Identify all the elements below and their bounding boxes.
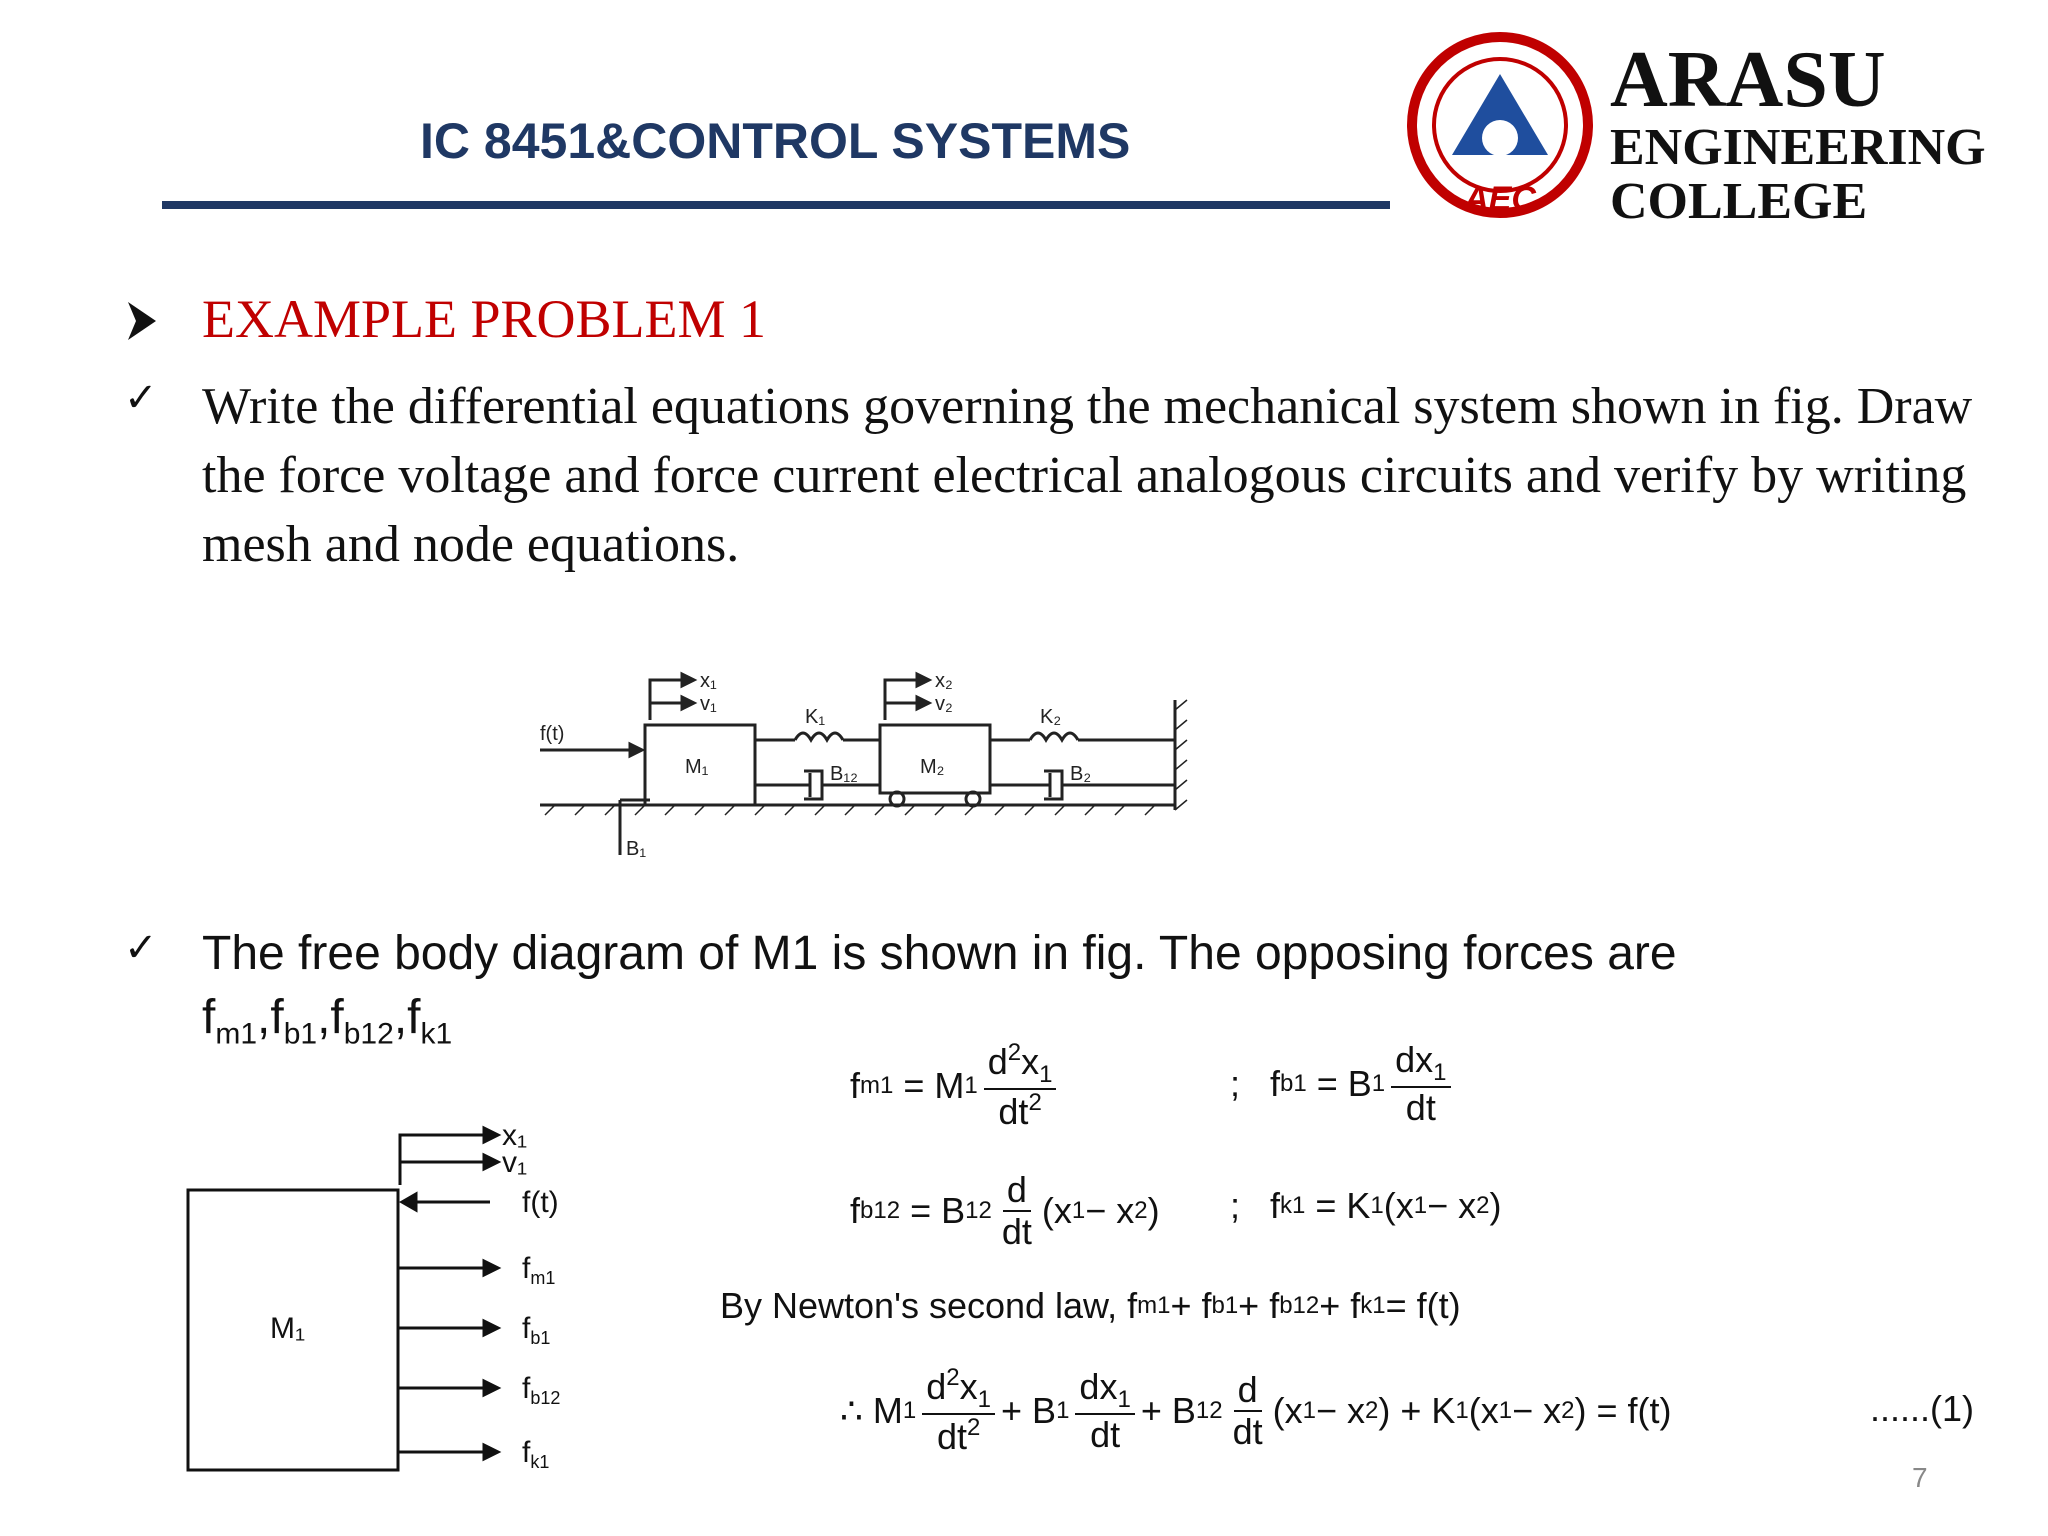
equation-reference: ......(1) [1870,1388,1975,1429]
college-logo [1400,30,1600,220]
svg-text:x₁: x₁ [502,1119,528,1152]
mechanical-system-diagram [290,615,1230,885]
label-v2: v₂ [935,693,953,715]
equation-newton: By Newton's second law, f m1 + f b1 + f b12 + f k1 = f(t) [720,1285,1461,1326]
label-ft: f(t) [540,723,565,745]
check-bullet-icon: ✓ [124,375,158,420]
equation-fb1: ; f b1 = B 1 $\frac{dx_1}{dt}$ [1230,1040,1457,1128]
label-k1: K₁ [805,706,826,728]
svg-text:v₁: v₁ [502,1146,528,1179]
equation-fm1: f m1 = M 1 $\frac{d^2x_1}{dt^2}$ [850,1040,1062,1132]
free-body-diagram [150,1090,610,1490]
svg-text:f(t): f(t) [522,1186,559,1219]
fbd-description: The free body diagram of M1 is shown in fig. The opposing forces are $f_{m1},f_{b1},f_{b12},f_{k1}$ [202,927,1677,1051]
equation-fk1: ; f k1 = K 1 (x 1 − x 2 ) [1230,1185,1502,1226]
fbd-mass-label: M₁ [270,1312,306,1345]
brand-line-2: ENGINEERING [1610,119,1986,176]
label-m1: M₁ [685,756,709,778]
label-x1: x₁ [700,670,717,692]
label-v1: v₁ [700,693,717,715]
svg-text:fb1: $f_{b1}$ [522,1312,551,1348]
page-number: 7 [1912,1462,1928,1493]
course-title: IC 8451&CONTROL SYSTEMS [420,113,1131,169]
equation-final: ∴ M 1 $\frac{d^2x_1}{dt^2}$ + B 1 $\frac{dx_1}{dt}$ + B 12 $\frac{d}{dt}$ (x 1 − x 2 ) + K 1 (x 1 − x 2 ) = f(t) [840,1364,1672,1458]
example-heading: EXAMPLE PROBLEM 1 [202,289,767,349]
problem-statement: Write the differential equations governing the mechanical system shown in fig. Draw the force voltage and force current electrical analogous circuits and verify by writing mesh and node equations. [202,378,1973,573]
label-b2: B₂ [1070,763,1092,785]
label-b12: B₁₂ [830,763,858,785]
equation-fb12: f b12 = B 12 $\frac{d}{dt}$ (x 1 − x 2 ) [850,1169,1160,1252]
label-b1: B₁ [626,838,647,860]
label-x2: x₂ [935,670,953,692]
label-m2: M₂ [920,756,945,778]
svg-text:fm1: $f_{m1}$ [522,1252,556,1288]
header-rule [162,201,1390,209]
svg-text:fk1: $f_{k1}$ [522,1436,550,1472]
label-k2: K₂ [1040,706,1062,728]
logo-abbr: AEC [1464,180,1536,218]
equations-block [700,1020,2000,1480]
svg-text:fb12: $f_{b12}$ [522,1372,561,1408]
check-bullet-icon-2: ✓ [124,925,158,970]
brand-name: ARASU [1610,36,1886,124]
force-list: $f_{m1},f_{b1},f_{b12},f_{k1}$ [202,991,453,1051]
brand-line-3: COLLEGE [1610,173,1868,230]
arrow-bullet-icon [126,300,158,342]
